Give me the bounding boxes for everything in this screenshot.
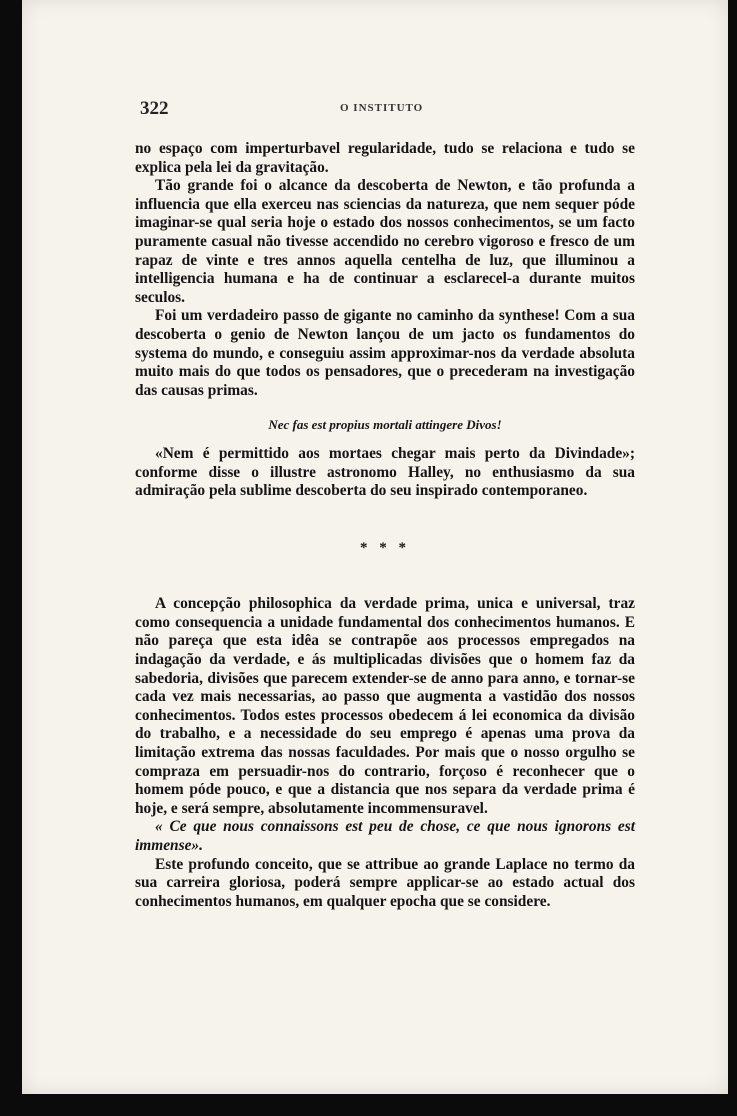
french-quote: « Ce que nous connaissons est peu de chose, ce que nous ignorons est immense». — [135, 818, 635, 854]
paragraph-2: Tão grande foi o alcance da descoberta de Newton, e tão profunda a influencia que ella exerceu nas sciencias da natureza, que nem sequer póde imaginar-se qual seria hoje o estado dos nossos conhecimentos, se um facto puramente casual não tivesse accendido no cerebro vigoroso e fresco de um rapaz de vinte e tres annos aquella centelha de luz, que illuminou a intelligencia humana e ha de continuar a esclarecel-a durante muitos seculos. — [135, 177, 635, 306]
body-text — [135, 140, 635, 911]
paragraph-4: «Nem é permittido aos mortaes chegar mais perto da Divindade»; conforme disse o illustre astronomo Halley, no enthusiasmo da sua admiração pela sublime descoberta do seu inspirado contemporaneo. — [135, 444, 635, 500]
paragraph-1: no espaço com imperturbavel regularidade, tudo se relaciona e tudo se explica pela lei da gravitação. — [135, 140, 635, 176]
running-head: O INSTITUTO — [340, 102, 424, 114]
page-number: 322 — [140, 98, 169, 119]
paragraph-7: Este profundo conceito, que se attribue ao grande Laplace no termo da sua carreira gloriosa, poderá sempre applicar-se ao estado actual dos conhecimentos humanos, em qualquer epocha que se considere. — [135, 855, 635, 910]
section-separator: * * * — [360, 539, 410, 556]
paragraph-5: A concepção philosophica da verdade prima, unica e universal, traz como consequencia a unidade fundamental dos conhecimentos humanos. E não pareça que esta idêa se contrapõe aos processos empregados na indagação da verdade, e ás multiplicadas divisões que o homem faz da sabedoria, divisões que parecem extender-se de anno para anno, e tornar-se cada vez mais necessarias, ao passo que augmenta a vastidão dos nossos conhecimentos. Todos estes processos obedecem á lei economica da divisão do trabalho, e a necessidade do seu emprego é apenas uma prova da limitação extrema das nossas faculdades. Por mais que o nosso orgulho se compraza em persuadir-nos do contrario, forçoso é reconhecer que o homem póde pouco, e que a distancia que nos separa da verdade prima é hoje, e será sempre, absolutamente incommensuravel. — [135, 595, 635, 817]
latin-quote: Nec fas est propius mortali attingere Divos! — [268, 417, 502, 433]
paragraph-3: Foi um verdadeiro passo de gigante no caminho da synthese! Com a sua descoberta o genio de Newton lançou de um jacto os fundamentos do systema do mundo, e conseguiu assim approximar-nos da verdade absoluta muito mais do que todos os pensadores, que o precederam na investigação das causas primas. — [135, 307, 635, 399]
document-page — [22, 0, 728, 1094]
page-header — [140, 98, 640, 120]
